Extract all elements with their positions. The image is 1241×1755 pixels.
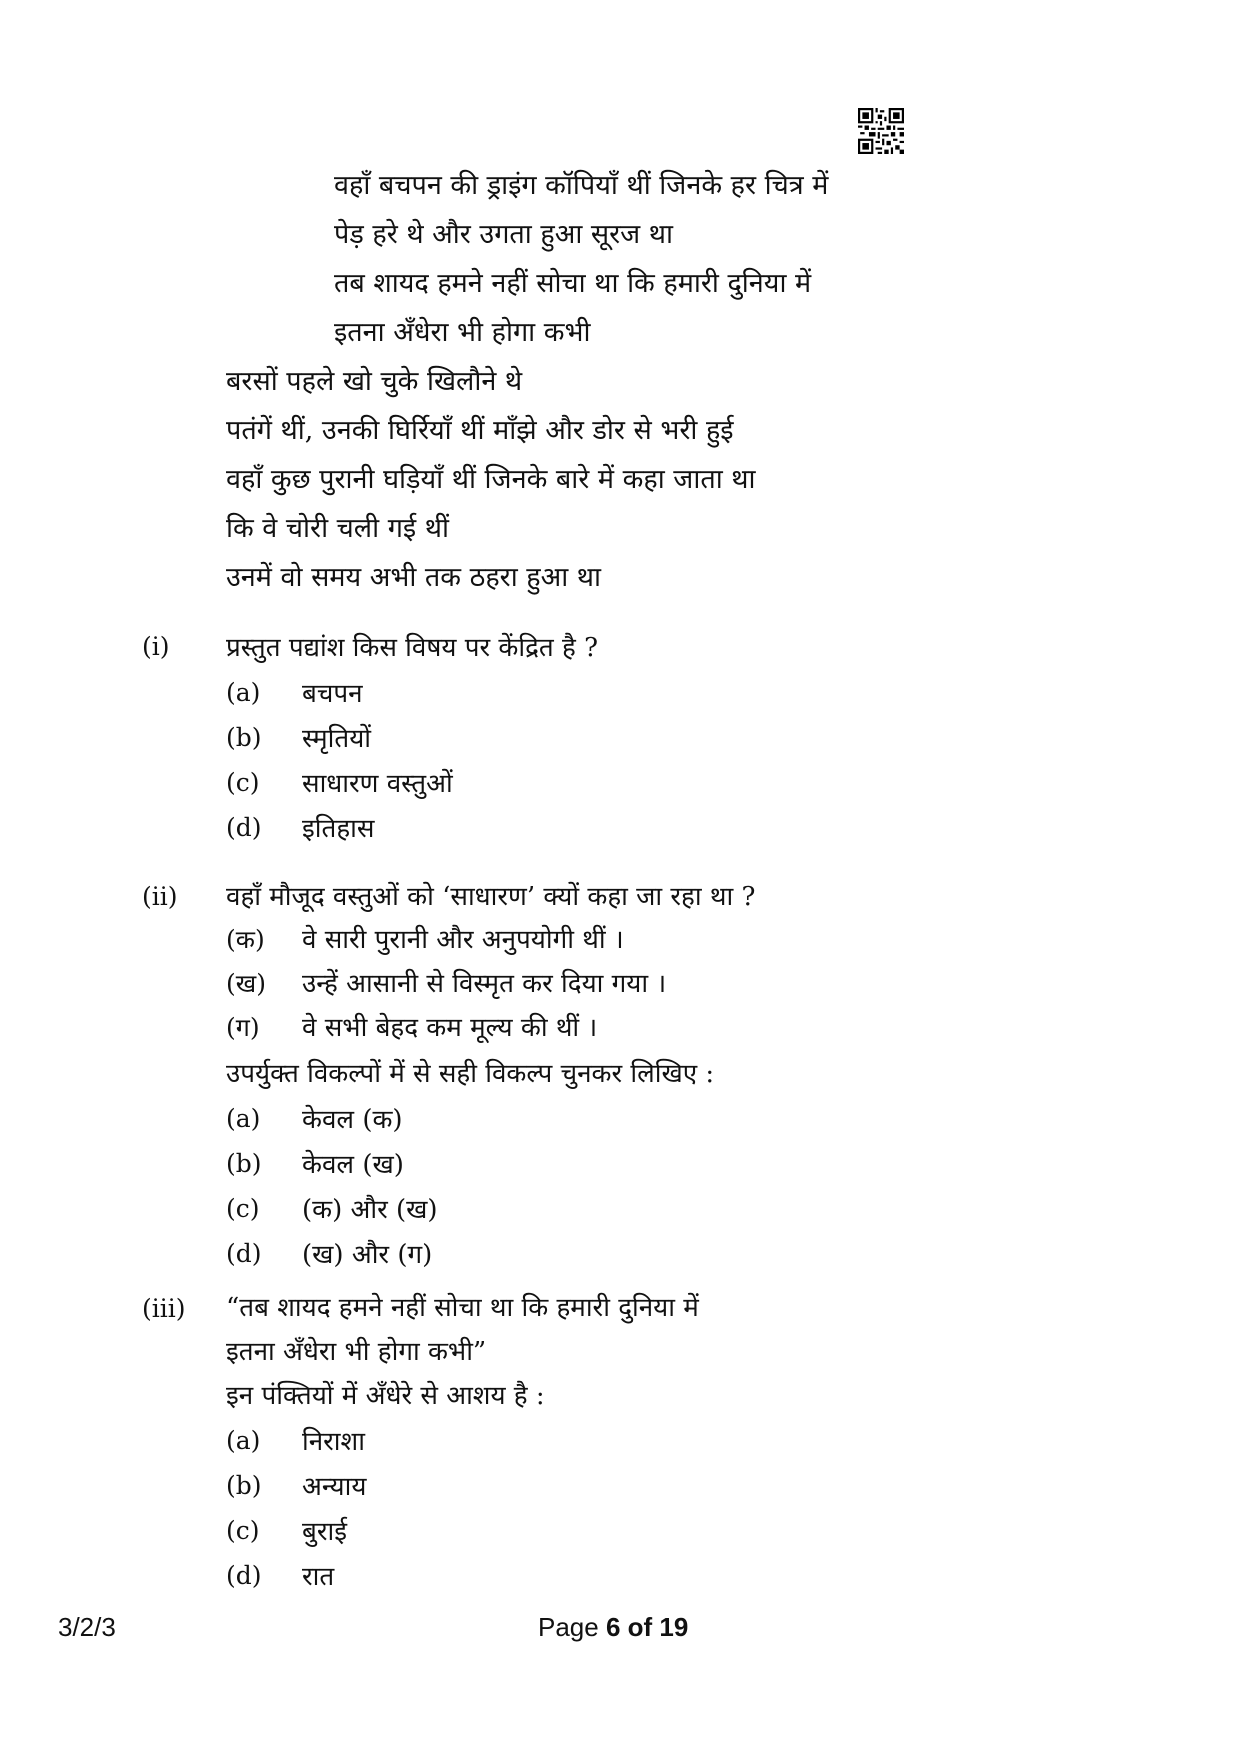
statement-label: (ग) (226, 1013, 260, 1042)
question-quote-line: इतना अँधेरा भी होगा कभी” (226, 1337, 487, 1367)
option-label: (b) (226, 1149, 262, 1178)
poem-indented-line: तब शायद हमने नहीं सोचा था कि हमारी दुनिया में (334, 268, 812, 299)
question-quote-line: “तब शायद हमने नहीं सोचा था कि हमारी दुनिया में (226, 1293, 699, 1323)
option-text: बचपन (302, 679, 363, 709)
option-label: (a) (226, 678, 261, 707)
option-label: (a) (226, 1426, 261, 1455)
option-text: (क) और (ख) (302, 1195, 438, 1225)
poem-line: पतंगें थीं, उनकी घिर्रियाँ थीं माँझे और डोर से भरी हुई (226, 415, 734, 446)
option-text: अन्याय (302, 1472, 367, 1502)
option-label: (d) (226, 1239, 262, 1268)
option-text: स्मृतियों (302, 724, 372, 754)
option-label: (b) (226, 723, 262, 752)
poem-indented-line: इतना अँधेरा भी होगा कभी (334, 317, 591, 348)
statement-text: उन्हें आसानी से विस्मृत कर दिया गया । (302, 969, 667, 999)
page-current: 6 (605, 1612, 621, 1642)
poem-indented-line: पेड़ हरे थे और उगता हुआ सूरज था (334, 219, 674, 250)
option-label: (c) (226, 1194, 260, 1223)
option-label: (c) (226, 768, 260, 797)
poem-line: वहाँ कुछ पुरानी घड़ियाँ थीं जिनके बारे में कहा जाता था (226, 464, 756, 495)
option-label: (d) (226, 1561, 262, 1590)
statement-text: वे सभी बेहद कम मूल्य की थीं । (302, 1013, 598, 1043)
question-number: (i) (142, 632, 170, 661)
page-total: 19 (659, 1612, 689, 1642)
question-text: इन पंक्तियों में अँधेरे से आशय है : (226, 1381, 545, 1411)
option-text: इतिहास (302, 814, 375, 844)
paper-code: 3/2/3 (58, 1612, 116, 1642)
page-of: of (620, 1612, 660, 1642)
option-text: निराशा (302, 1427, 365, 1457)
poem-line: बरसों पहले खो चुके खिलौने थे (226, 366, 523, 397)
statement-text: वे सारी पुरानी और अनुपयोगी थीं । (302, 925, 624, 955)
question-text: प्रस्तुत पद्यांश किस विषय पर केंद्रित है ? (226, 633, 599, 663)
statement-label: (क) (226, 925, 265, 954)
page-number (538, 1612, 688, 1643)
option-label: (a) (226, 1104, 261, 1133)
option-text: रात (302, 1562, 335, 1592)
option-text: केवल (ख) (302, 1150, 404, 1180)
qr-code-icon (858, 108, 904, 154)
option-label: (b) (226, 1471, 262, 1500)
option-text: साधारण वस्तुओं (302, 769, 453, 799)
question-number: (iii) (142, 1294, 186, 1323)
option-text: केवल (क) (302, 1105, 403, 1135)
option-text: बुराई (302, 1517, 347, 1547)
question-text: वहाँ मौजूद वस्तुओं को ‘साधारण’ क्यों कहा जा रहा था ? (226, 882, 756, 912)
poem-indented-line: वहाँ बचपन की ड्राइंग कॉपियाँ थीं जिनके हर चित्र में (334, 170, 829, 201)
statement-label: (ख) (226, 969, 266, 998)
poem-line: कि वे चोरी चली गई थीं (226, 513, 449, 544)
page-prefix: Page (538, 1612, 606, 1642)
option-label: (c) (226, 1516, 260, 1545)
option-label: (d) (226, 813, 262, 842)
option-text: (ख) और (ग) (302, 1240, 433, 1270)
instruction-text: उपर्युक्त विकल्पों में से सही विकल्प चुनकर लिखिए : (226, 1059, 715, 1089)
poem-line: उनमें वो समय अभी तक ठहरा हुआ था (226, 562, 602, 593)
question-number: (ii) (142, 882, 178, 911)
